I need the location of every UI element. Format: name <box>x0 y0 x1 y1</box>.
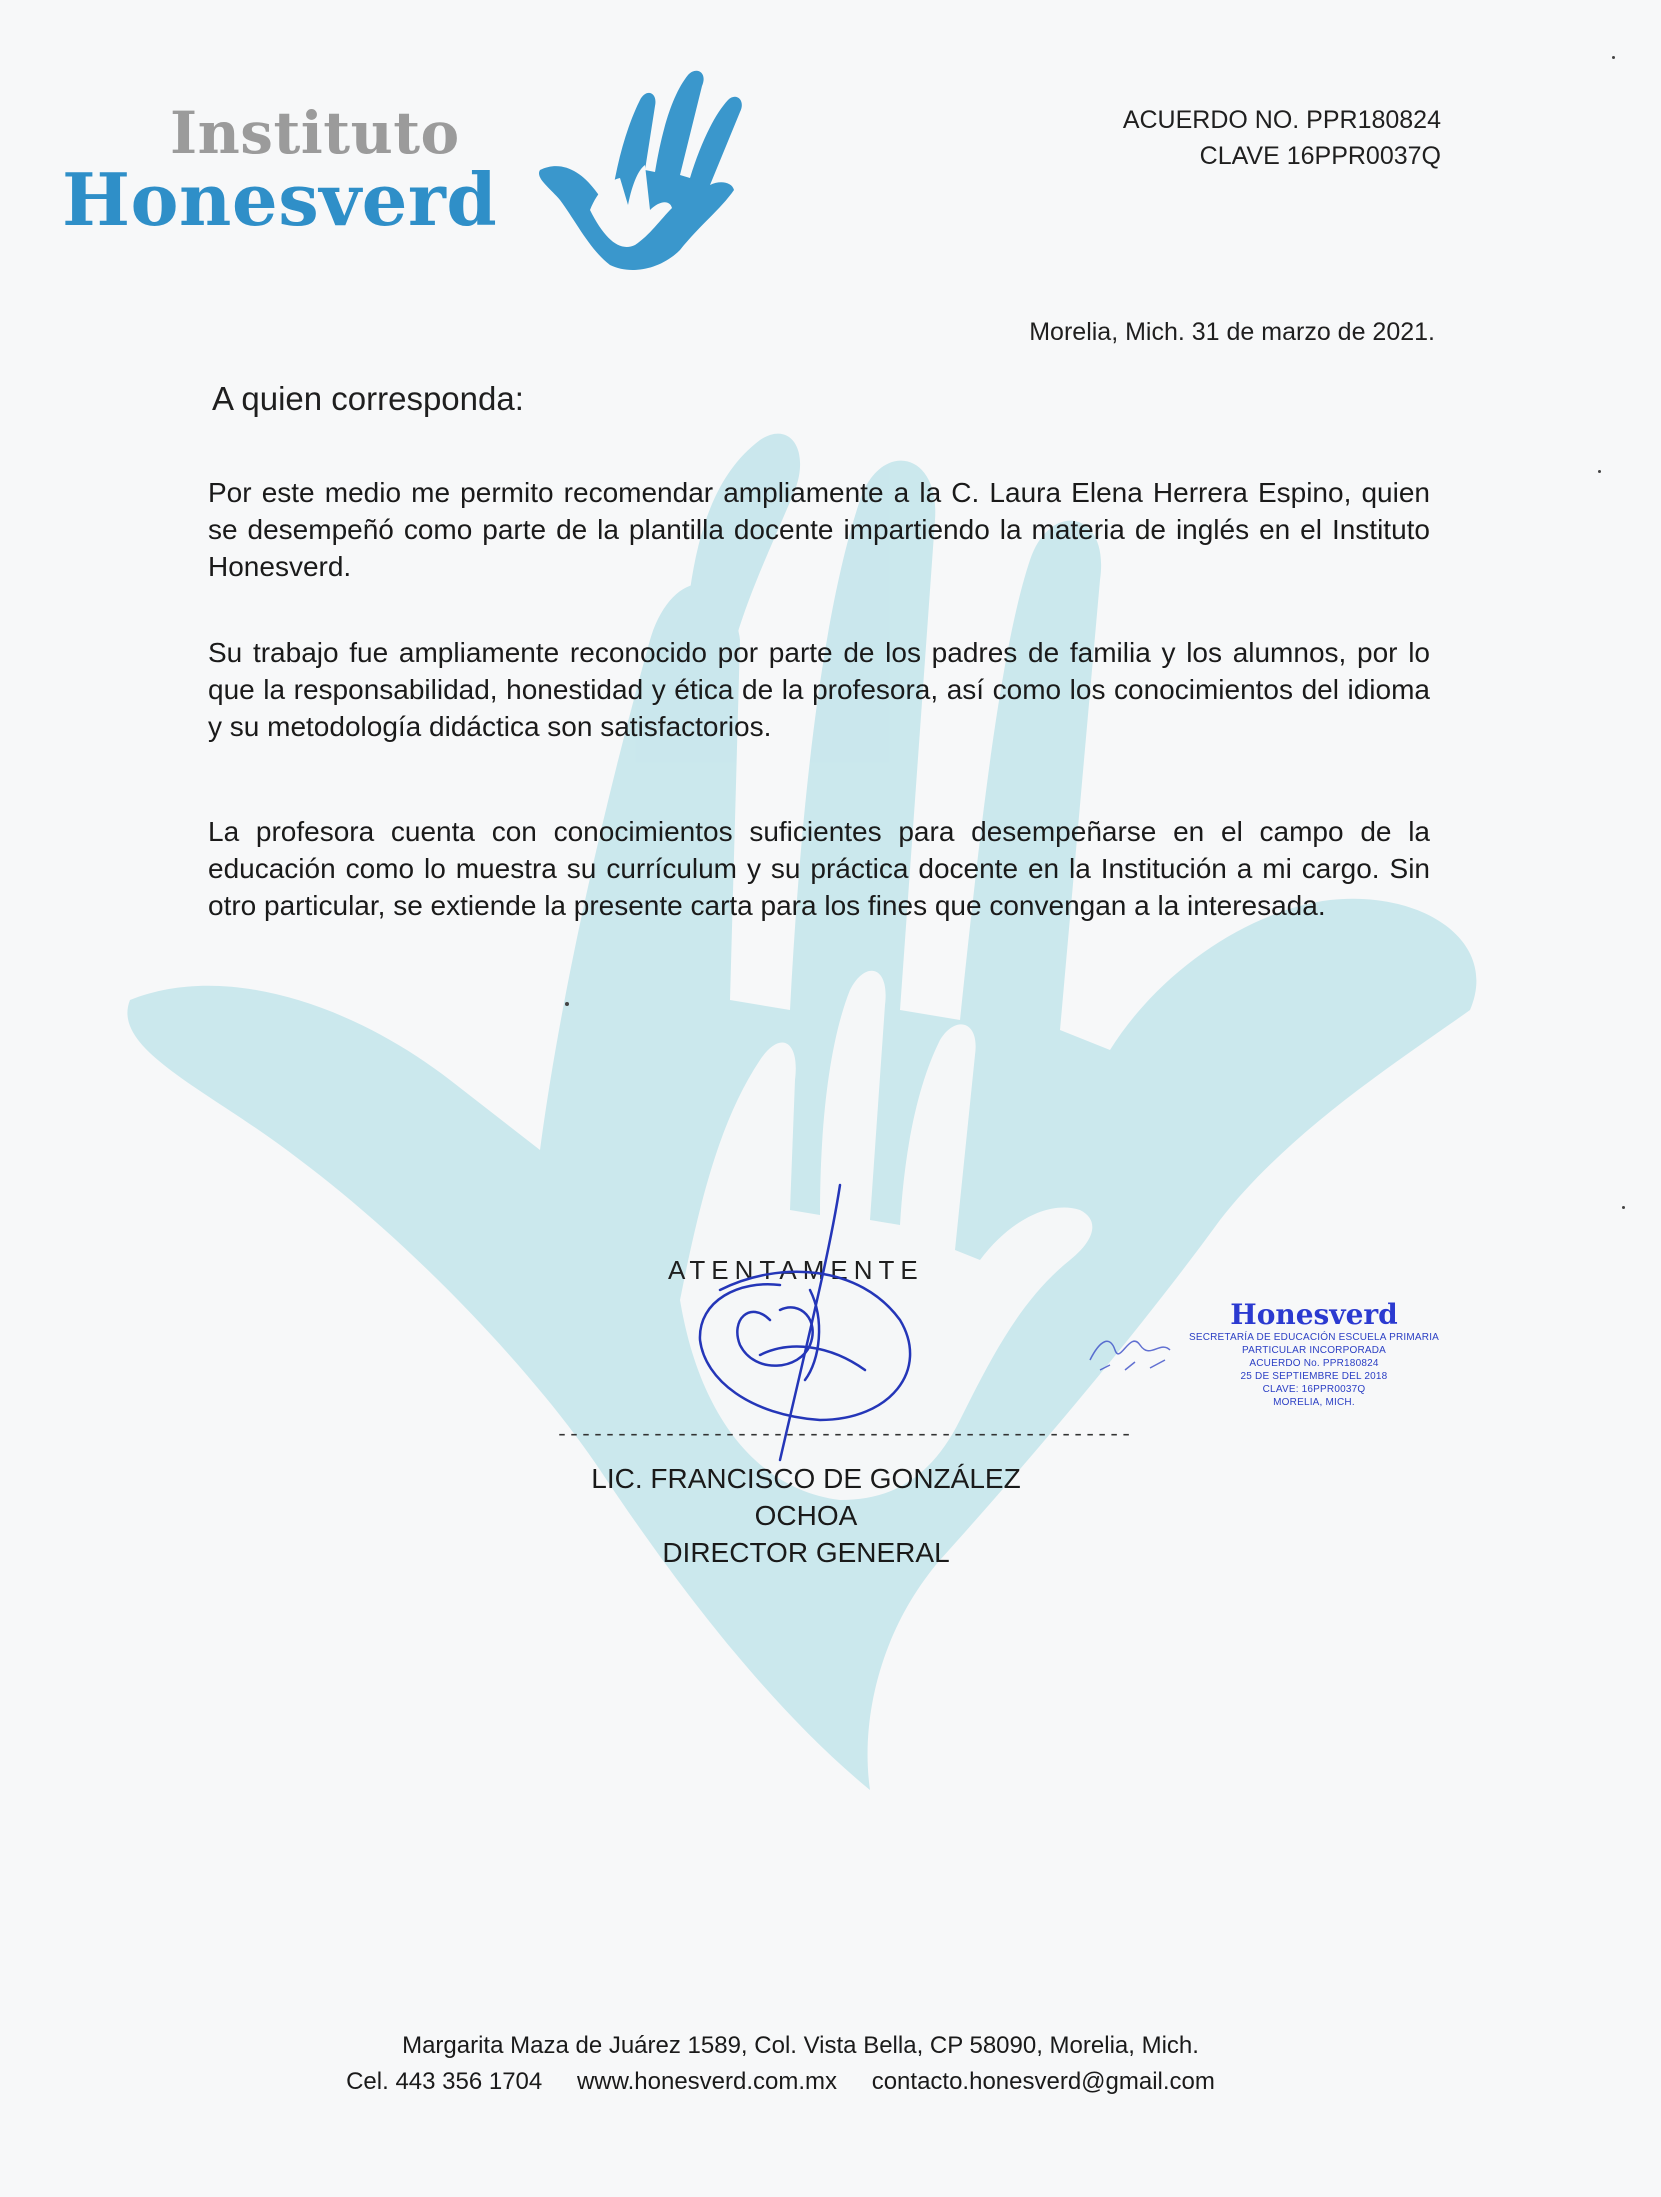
salutation: A quien corresponda: <box>212 380 524 417</box>
letter-date: Morelia, Mich. 31 de marzo de 2021. <box>1029 318 1435 346</box>
scan-speck <box>565 1002 569 1006</box>
footer-website: www.honesverd.com.mx <box>576 2068 838 2095</box>
signer-name: LIC. FRANCISCO DE GONZÁLEZ OCHOA <box>591 1463 1021 1531</box>
clave-number: CLAVE 16PPR0037Q <box>1199 142 1441 170</box>
stamp-title: Honesverd <box>1230 1298 1398 1331</box>
stamp-line: CLAVE: 16PPR0037Q <box>1262 1384 1366 1395</box>
paragraph-1: Por este medio me permito recomendar ampliamente a la C. Laura Elena Herrera Espino, quien se desempeñó como parte de la plantilla docente impartiendo la materia de inglés en el Instituto Honesverd. <box>208 477 1430 582</box>
footer-phone: Cel. 443 356 1704 <box>346 2068 543 2095</box>
stamp-line: ACUERDO No. PPR180824 <box>1249 1358 1379 1369</box>
signature-line: ------------------------------------------------ <box>556 1424 1133 1447</box>
stamp-line: 25 DE SEPTIEMBRE DEL 2018 <box>1240 1371 1388 1382</box>
logo-line-instituto: Instituto <box>170 99 460 167</box>
signer-block <box>548 1460 1064 1571</box>
institution-stamp <box>1180 1298 1448 1409</box>
scan-speck <box>1612 56 1615 59</box>
scan-speck <box>1598 470 1601 473</box>
scan-speck <box>1622 1206 1625 1209</box>
reference-block <box>1123 102 1441 174</box>
hands-logo-icon <box>520 60 750 280</box>
institute-logo <box>62 99 498 242</box>
paragraph-2: Su trabajo fue ampliamente reconocido por parte de los padres de familia y los alumnos, por lo que la responsabilidad, honestidad y ética de la profesora, así como los conocimientos del idioma y su metodología didáctica son satisfactorios. <box>208 637 1430 742</box>
stamp-line: PARTICULAR INCORPORADA <box>1241 1345 1387 1356</box>
footer-contact <box>0 2068 1611 2096</box>
acuerdo-number: ACUERDO NO. PPR180824 <box>1122 106 1441 134</box>
footer-address: Margarita Maza de Juárez 1589, Col. Vista Bella, CP 58090, Morelia, Mich. <box>402 2032 1199 2059</box>
signer-title: DIRECTOR GENERAL <box>662 1537 950 1568</box>
stamp-line: SECRETARÍA DE EDUCACIÓN ESCUELA PRIMARIA <box>1188 1332 1440 1343</box>
stamp-scribble-icon <box>1080 1320 1180 1380</box>
stamp-line: MORELIA, MICH. <box>1273 1397 1355 1408</box>
logo-line-honesverd: Honesverd <box>62 157 498 242</box>
footer-email: contacto.honesverd@gmail.com <box>871 2068 1215 2095</box>
closing-text: ATENTAMENTE <box>668 1255 924 1285</box>
paragraph-3: La profesora cuenta con conocimientos suficientes para desempeñarse en el campo de la educación como lo muestra su currículum y su práctica docente en la Institución a mi cargo. Sin otro particular, se extiende la presente carta para los fines que convengan a la interesada. <box>208 816 1430 921</box>
